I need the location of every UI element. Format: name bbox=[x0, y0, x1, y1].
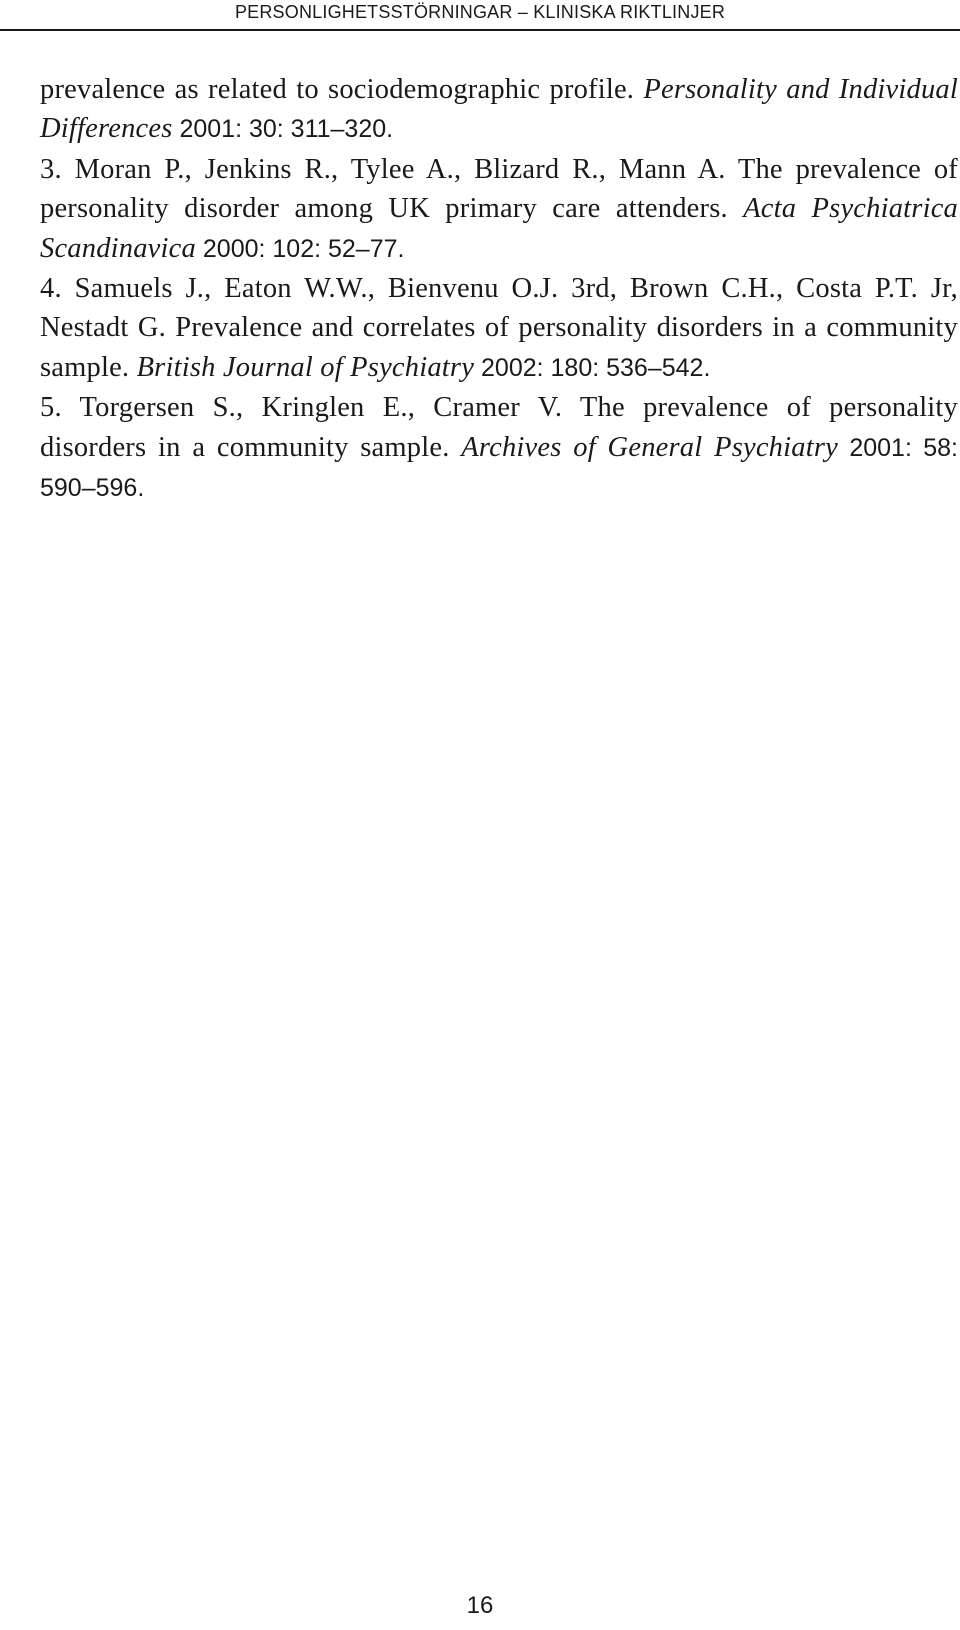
journal-title: British Journal of Psychiatry bbox=[136, 351, 475, 383]
citation-details: 2001: 58: 590–596. bbox=[40, 433, 958, 503]
running-header bbox=[0, 0, 960, 30]
reference-text: 5. Torgersen S., Kringlen E., Cramer V. The prevalence of personality disorders in a community sample. bbox=[40, 392, 958, 463]
header-rule bbox=[0, 29, 960, 31]
citation-details: 2001: 30: 311–320. bbox=[172, 115, 394, 144]
running-header-title: PERSONLIGHETSSTÖRNINGAR – KLINISKA RIKTLINJER bbox=[234, 2, 726, 22]
journal-title: Acta Psychiatrica Scandinavica bbox=[40, 193, 958, 264]
reference-list bbox=[40, 70, 958, 508]
reference-text: 4. Samuels J., Eaton W.W., Bienvenu O.J. 3rd, Brown C.H., Costa P.T. Jr, Nestadt G. Prevalence and correlates of personality disorders in a community sample. bbox=[40, 273, 958, 383]
page-number: 16 bbox=[466, 1592, 494, 1619]
citation-details: 2000: 102: 52–77. bbox=[195, 234, 405, 263]
journal-title: Archives of General Psychiatry bbox=[461, 431, 838, 463]
reference-entry bbox=[40, 269, 958, 388]
citation-details: 2002: 180: 536–542. bbox=[474, 353, 711, 382]
journal-title: Personality and Individual Differences bbox=[40, 74, 958, 145]
reference-entry bbox=[40, 388, 958, 508]
reference-entry bbox=[40, 70, 958, 150]
reference-entry bbox=[40, 150, 958, 269]
reference-text: prevalence as related to sociodemographic profile. bbox=[40, 74, 644, 105]
reference-text: 3. Moran P., Jenkins R., Tylee A., Blizard R., Mann A. The prevalence of personality disorder among UK primary care attenders. bbox=[40, 153, 958, 225]
